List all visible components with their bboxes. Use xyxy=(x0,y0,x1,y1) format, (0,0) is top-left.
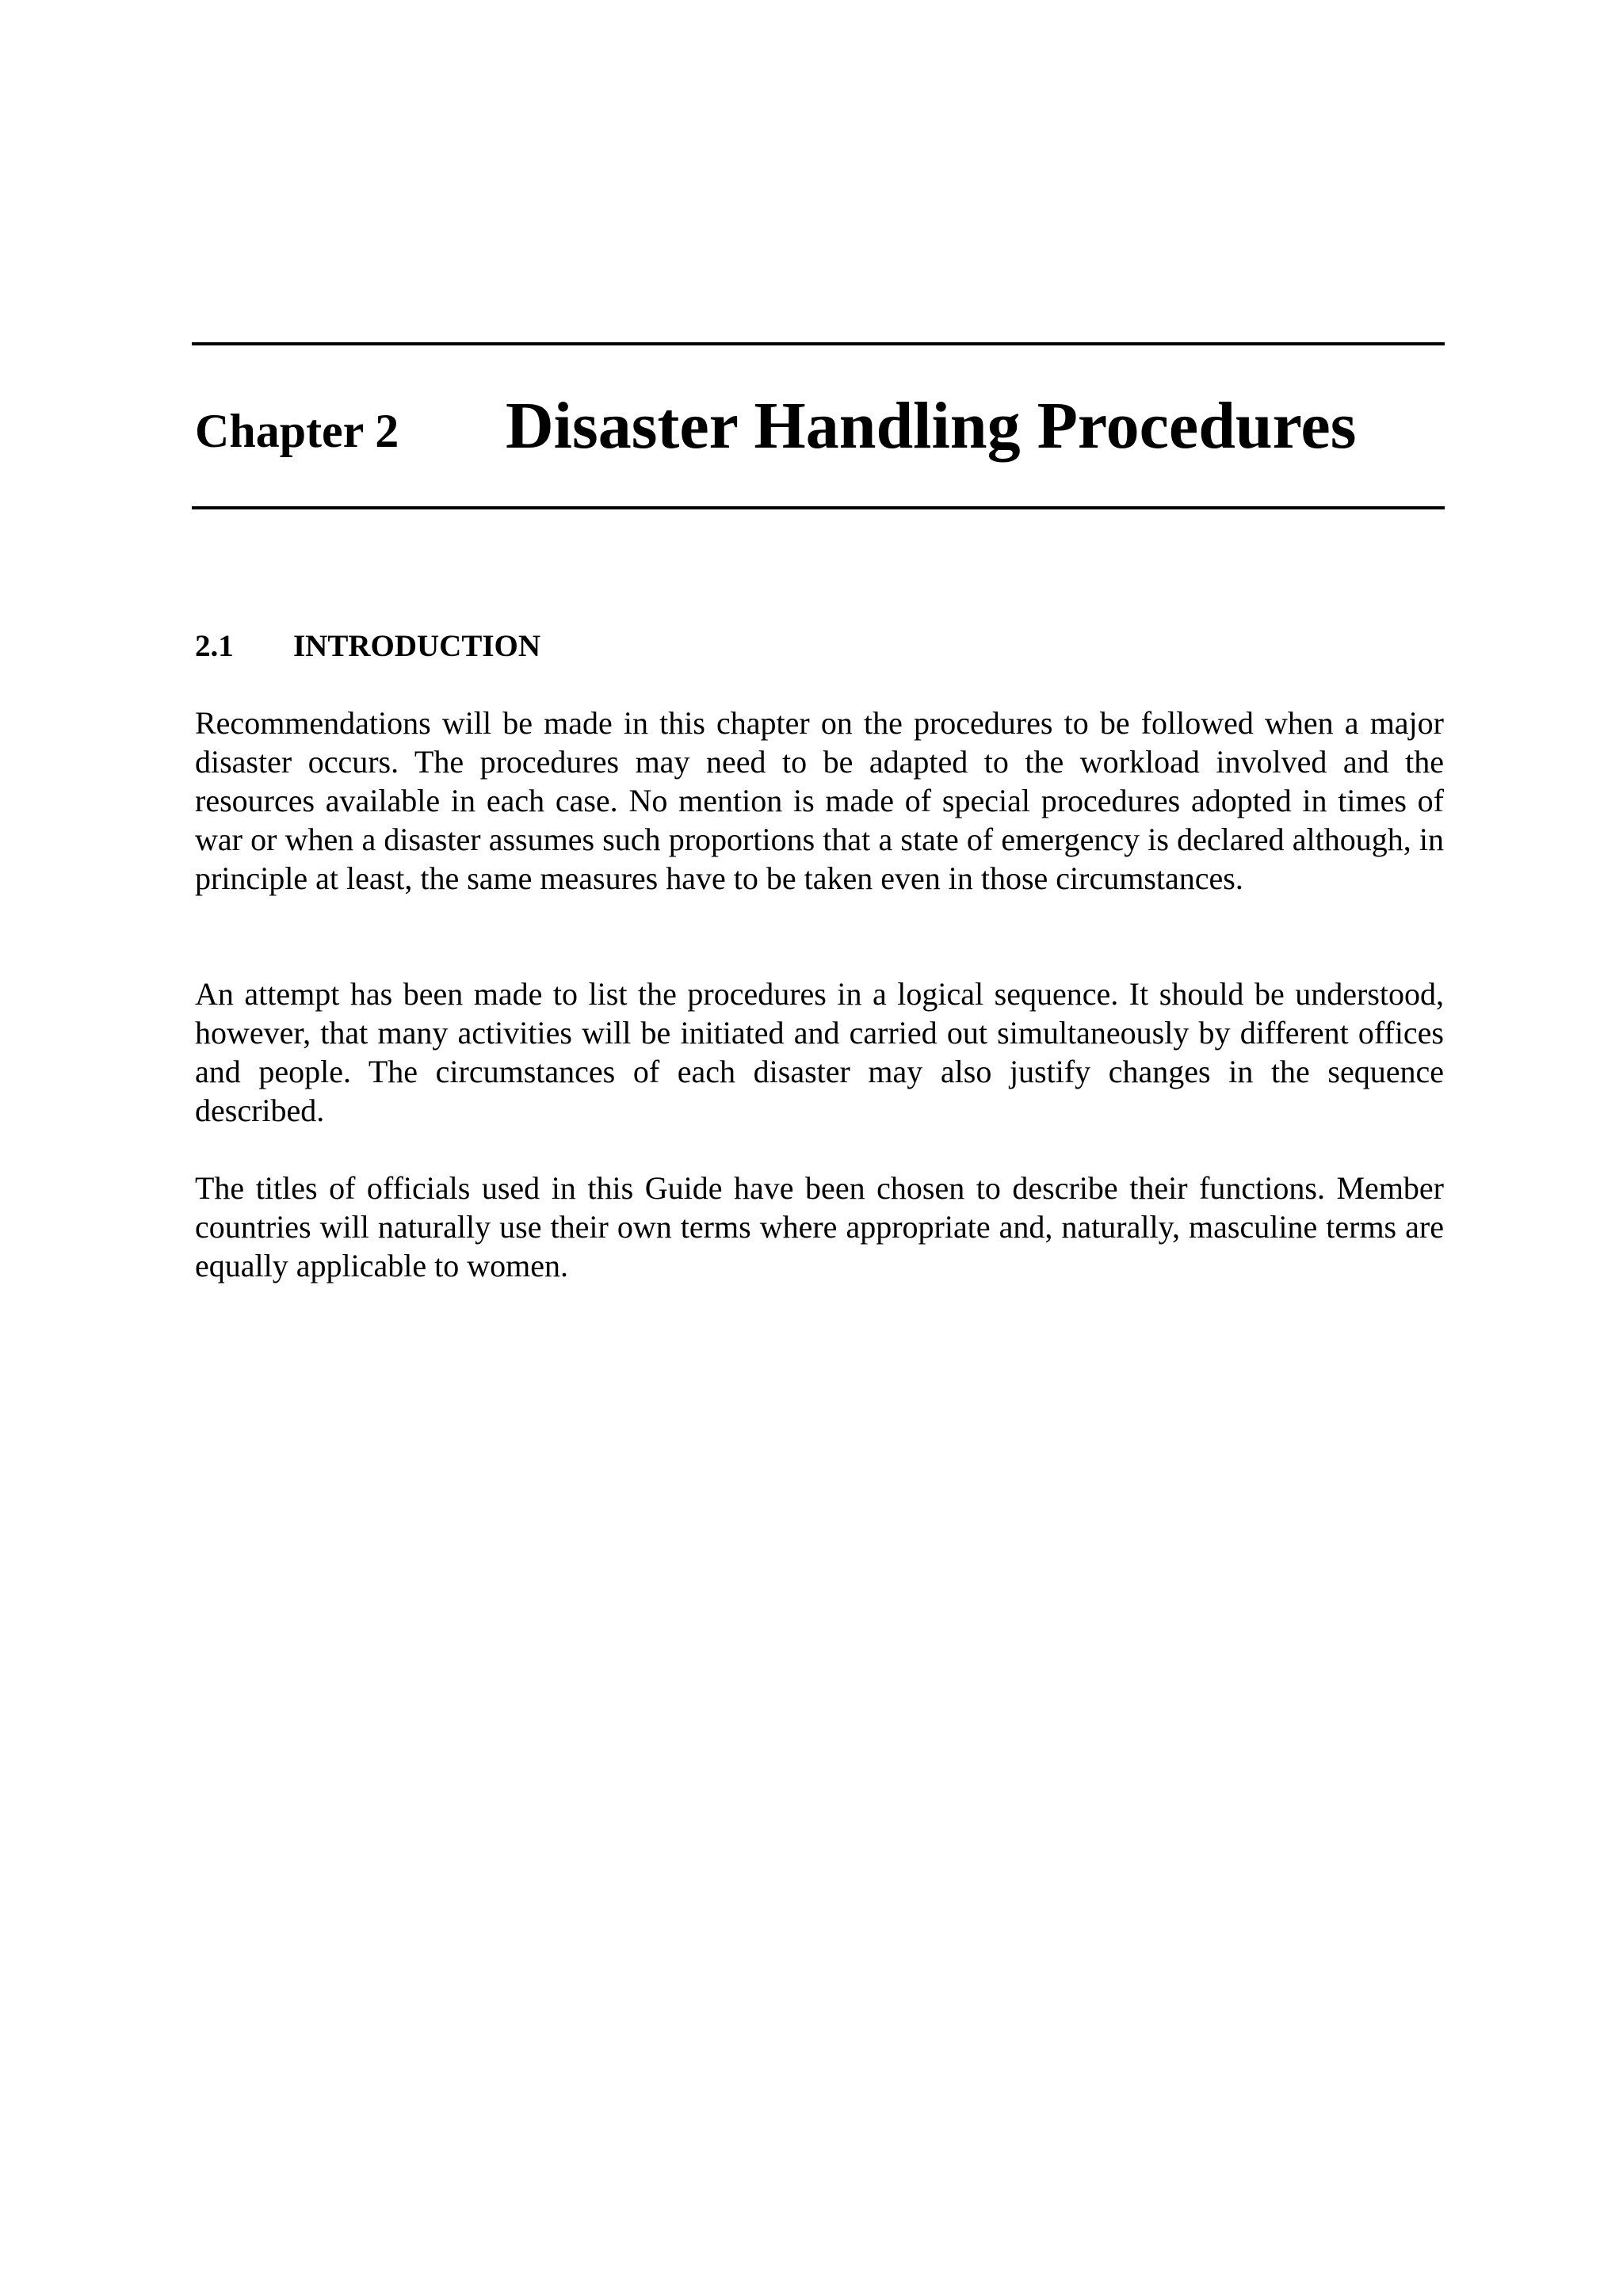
section-title: INTRODUCTION xyxy=(293,629,541,663)
intro-paragraph-3: The titles of officials used in this Guide have been chosen to describe their functions. Member countries will naturally use their own terms where appropriate and, naturally, masculine terms are equally applicable to women. xyxy=(195,1170,1444,1283)
chapter-bottom-rule xyxy=(192,506,1445,509)
chapter-label: Chapter 2 xyxy=(195,405,399,457)
chapter-heading xyxy=(195,389,1445,472)
chapter-title: Disaster Handling Procedures xyxy=(506,389,1357,463)
intro-paragraph-1: Recommendations will be made in this chapter on the procedures to be followed when a major disaster occurs. The procedures may need to be adapted to the workload involved and the resources available in each case. No mention is made of special procedures adopted in times of war or when a disaster assumes such proportions that a state of emergency is declared although, in principle at least, the same measures have to be taken even in those circumstances. xyxy=(195,705,1444,896)
section-heading xyxy=(195,631,540,662)
section-number: 2.1 xyxy=(195,629,234,663)
intro-paragraph-2: An attempt has been made to list the procedures in a logical sequence. It should be understood, however, that many activities will be initiated and carried out simultaneously by different offices and people. The circumstances of each disaster may also justify changes in the sequence described. xyxy=(195,976,1444,1128)
chapter-top-rule xyxy=(192,342,1445,345)
